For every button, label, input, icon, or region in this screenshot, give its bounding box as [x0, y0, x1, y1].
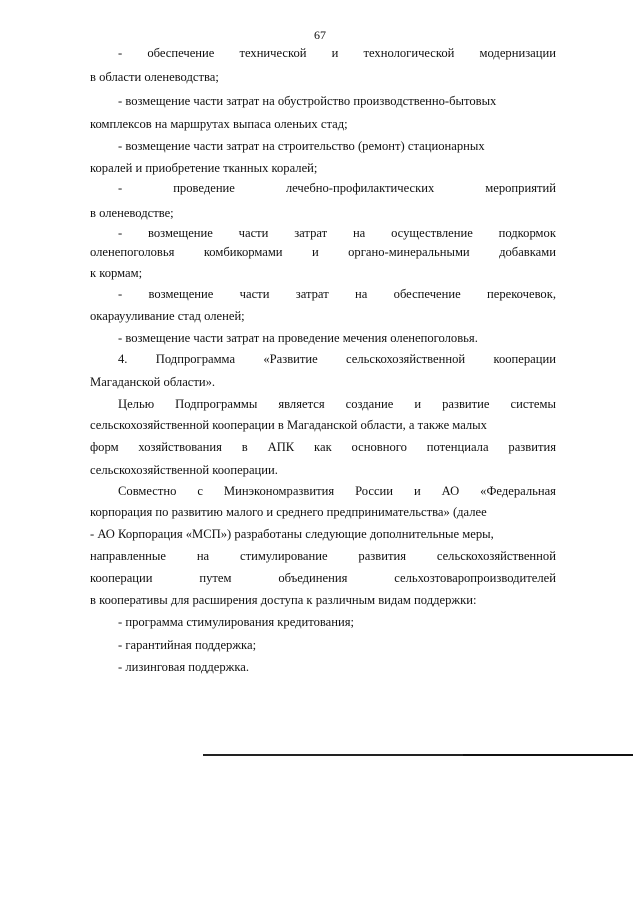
word: системы: [510, 397, 556, 411]
word: на: [196, 549, 210, 563]
word: -: [118, 226, 123, 240]
word: основного: [351, 440, 407, 454]
word: мероприятий: [485, 181, 556, 195]
word: хозяйствования: [138, 440, 222, 454]
word: части: [239, 287, 270, 301]
text-line-20: сельскохозяйственной кооперации.: [90, 463, 278, 477]
text-line-29: - лизинговая поддержка.: [118, 660, 250, 674]
word: Подпрограмма: [155, 352, 236, 366]
text-line-28: - гарантийная поддержка;: [118, 638, 257, 652]
text-line-7: [118, 181, 556, 196]
text-line-26: в кооперативы для расширения доступа к различным видам поддержки:: [90, 593, 477, 607]
word: обеспечение: [147, 46, 215, 60]
footer-divider-line: [203, 754, 633, 756]
word: подкормок: [498, 226, 556, 240]
word: сельскохозяйственной: [436, 549, 556, 563]
text-line-23: - АО Корпорация «МСП») разработаны следующие дополнительные меры,: [90, 527, 494, 541]
word: и: [311, 245, 319, 259]
word: на: [352, 226, 366, 240]
word: и: [331, 46, 339, 60]
word: как: [314, 440, 332, 454]
text-line-27: - программа стимулирования кредитования;: [118, 615, 355, 629]
word: возмещение: [148, 287, 214, 301]
word: форм: [90, 440, 119, 454]
word: затрат: [295, 287, 329, 301]
word: комбикормами: [203, 245, 283, 259]
text-line-25: [90, 571, 556, 586]
word: технической: [239, 46, 307, 60]
word: Целью: [118, 397, 155, 411]
text-line-12: [118, 287, 556, 302]
word: лечебно-профилактических: [285, 181, 435, 195]
word: затрат: [294, 226, 328, 240]
text-line-3: - возмещение части затрат на обустройство производственно-бытовых: [118, 94, 497, 108]
word: части: [238, 226, 269, 240]
text-line-4: комплексов на маршрутах выпаса оленьих стад;: [90, 117, 348, 131]
text-line-1: [118, 46, 556, 61]
text-line-17: [118, 397, 556, 412]
word: оленепоголовья: [90, 245, 175, 259]
word: Подпрограммы: [175, 397, 258, 411]
text-line-11: к кормам;: [90, 266, 143, 280]
word: технологической: [363, 46, 455, 60]
word: развитие: [442, 397, 490, 411]
text-line-13: окараууливание стад оленей;: [90, 309, 245, 323]
word: перекочевок,: [486, 287, 556, 301]
word: является: [278, 397, 325, 411]
text-line-18: сельскохозяйственной кооперации в Магаданской области, а также малых: [90, 418, 487, 432]
text-line-15: [118, 352, 556, 367]
text-line-19: [90, 440, 556, 455]
page-number: 67: [314, 28, 326, 42]
word: развития: [358, 549, 407, 563]
text-line-16: Магаданской области».: [90, 375, 216, 389]
word: АПК: [267, 440, 295, 454]
word: сельскохозяйственной: [346, 352, 466, 366]
text-line-9: [118, 226, 556, 241]
word: модернизации: [479, 46, 556, 60]
word: потенциала: [426, 440, 489, 454]
word: и: [413, 484, 421, 498]
word: путем: [199, 571, 232, 585]
text-line-8: в оленеводстве;: [90, 206, 174, 220]
word: АО: [441, 484, 460, 498]
word: направленные: [90, 549, 166, 563]
word: сельхозтоваропроизводителей: [394, 571, 556, 585]
word: и: [414, 397, 422, 411]
word: кооперации: [90, 571, 153, 585]
word: в: [241, 440, 248, 454]
word: «Развитие: [263, 352, 318, 366]
text-line-14: - возмещение части затрат на проведение мечения оленепоголовья.: [118, 331, 478, 345]
word: создание: [345, 397, 394, 411]
text-line-22: корпорация по развитию малого и среднего предпринимательства» (далее: [90, 505, 487, 519]
word: кооперации: [493, 352, 556, 366]
word: «Федеральная: [480, 484, 556, 498]
word: -: [118, 46, 123, 60]
word: на: [355, 287, 368, 301]
text-line-24: [90, 549, 556, 564]
word: развития: [508, 440, 556, 454]
word: возмещение: [147, 226, 213, 240]
word: 4.: [118, 352, 128, 366]
word: осуществление: [391, 226, 473, 240]
word: проведение: [173, 181, 235, 195]
word: стимулирование: [239, 549, 328, 563]
word: -: [118, 181, 123, 195]
text-line-6: коралей и приобретение тканных коралей;: [90, 161, 318, 175]
text-line-10: [90, 245, 556, 260]
word: Минэкономразвития: [223, 484, 335, 498]
word: объединения: [278, 571, 348, 585]
word: обеспечение: [393, 287, 461, 301]
word: с: [197, 484, 203, 498]
word: -: [118, 287, 123, 301]
word: Совместно: [118, 484, 177, 498]
text-line-21: [118, 484, 556, 499]
word: органо-минеральными: [348, 245, 470, 259]
text-line-5: - возмещение части затрат на строительство (ремонт) стационарных: [118, 139, 485, 153]
text-line-2: в области оленеводства;: [90, 70, 219, 84]
word: добавками: [499, 245, 556, 259]
word: России: [355, 484, 394, 498]
